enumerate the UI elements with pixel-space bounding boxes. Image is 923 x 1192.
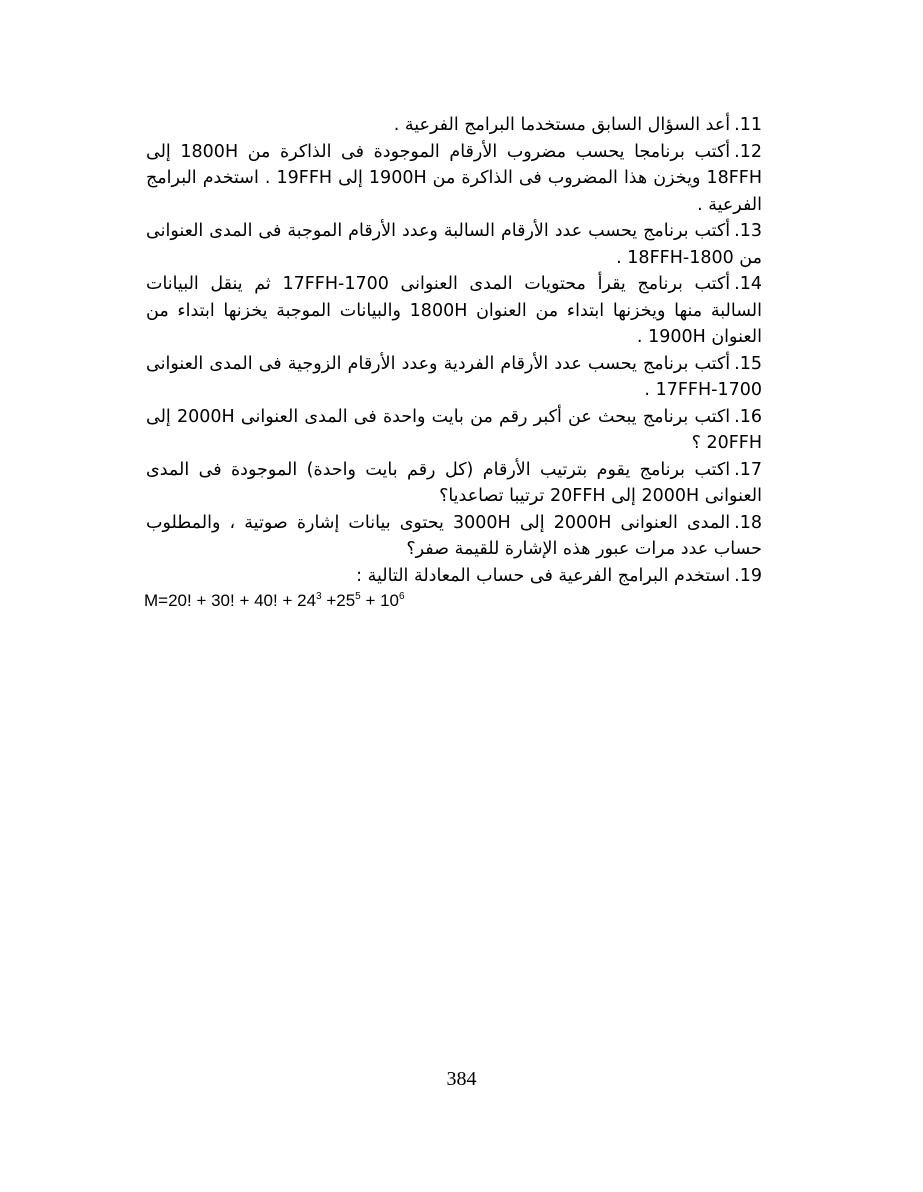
question-number: 16. [734,406,762,427]
question-text: أكتب برنامج يقرأ محتويات المدى العنوانى 1700-17FFH ثم ينقل البيانات السالبة منها ويخزنها ابتداء من العنوان 1800H والبيانات الموجبة يخزنها ابتداء من العنوان 1900H . [146,274,762,347]
question-number: 17. [734,459,762,480]
question-number: 19. [734,565,762,586]
question-11 [146,112,762,139]
question-text: اكتب برنامج يبحث عن أكبر رقم من بايت واحدة فى المدى العنوانى 2000H إلى 20FFH ؟ [146,406,762,453]
question-number: 15. [734,353,762,374]
question-number: 14. [734,274,762,294]
equation-exponent-3: 6 [399,591,405,602]
question-12 [146,139,762,219]
question-15 [146,351,762,404]
page-number: 384 [446,1068,477,1090]
question-number: 12. [734,141,763,162]
equation-exponent-2: 5 [355,591,361,602]
question-text: أكتب برنامجا يحسب مضروب الأرقام الموجودة فى الذاكرة من 1800H إلى 18FFH ويخزن هذا المضروب فى الذاكرة من 1900H إلى 19FFH . استخدم البرامج الفرعية . [146,141,762,215]
question-text: استخدم البرامج الفرعية فى حساب المعادلة التالية : [356,565,731,586]
question-text: اكتب برنامج يقوم بترتيب الأرقام (كل رقم بايت واحدة) الموجودة فى المدى العنوانى 2000H إلى 20FFH ترتيبا تصاعديا؟ [146,459,762,506]
question-18 [146,510,762,563]
equation-term-2: +25 [321,591,356,610]
equation [144,589,762,613]
question-17 [146,457,762,510]
question-text: أعد السؤال السابق مستخدما البرامج الفرعية . [393,115,731,135]
question-number: 13. [734,221,762,241]
equation-prefix: M=20! + 30! + 40! + 24 [144,591,317,610]
equation-exponent-1: 3 [316,591,322,602]
question-number: 11. [734,115,762,135]
equation-term-3: + 10 [360,591,400,610]
document-body [146,112,762,613]
question-14 [146,271,762,351]
question-text: المدى العنوانى 2000H إلى 3000H يحتوى بيانات إشارة صوتية ، والمطلوب حساب عدد مرات عبور هذه الإشارة للقيمة صفر؟ [146,512,762,559]
question-13 [146,218,762,271]
question-text: أكتب برنامج يحسب عدد الأرقام السالبة وعدد الأرقام الموجبة فى المدى العنوانى من 1800-18FFH . [146,221,762,268]
question-16 [146,404,762,457]
question-number: 18. [734,512,762,533]
question-19 [146,563,762,590]
question-text: أكتب برنامج يحسب عدد الأرقام الفردية وعدد الأرقام الزوجية فى المدى العنوانى 1700-17FFH . [146,353,762,400]
